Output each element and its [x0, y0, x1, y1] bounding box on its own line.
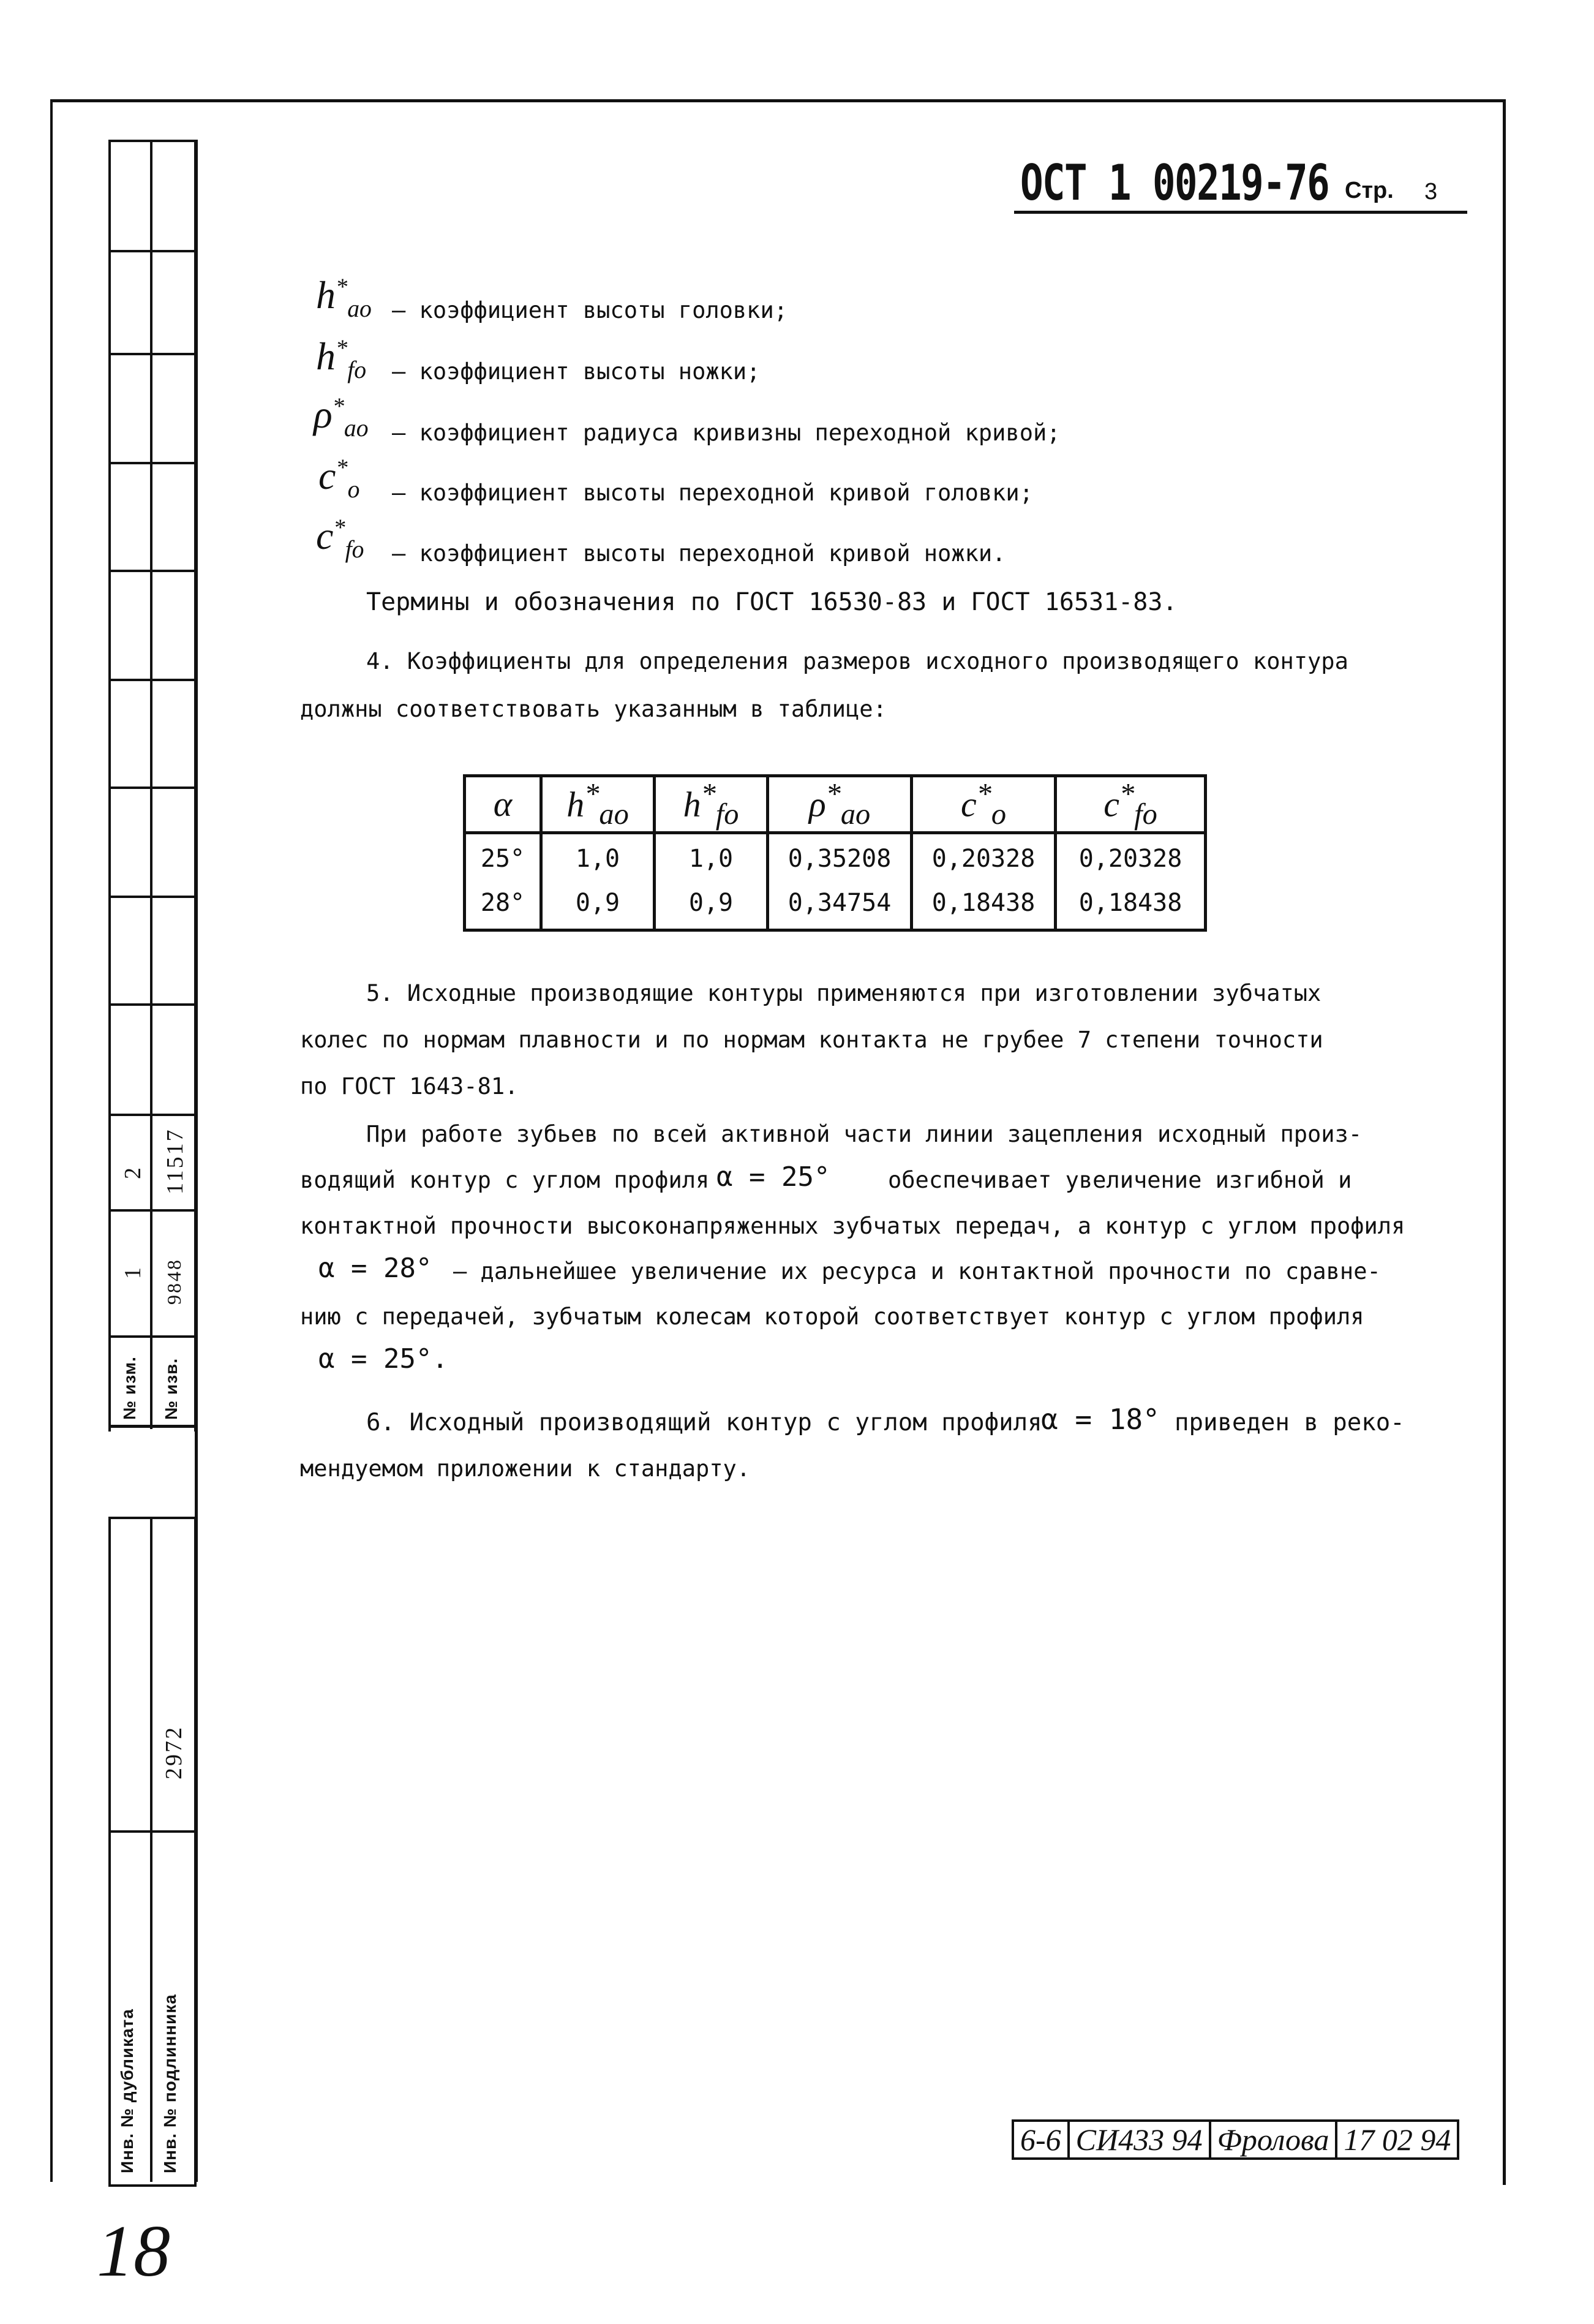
stamp-registration: СИ433 94	[1070, 2122, 1211, 2157]
side-strip-rule	[108, 896, 194, 898]
table-header-c-fo: $c^*_{fo}$	[1056, 776, 1206, 833]
table-cell: 1,0 0,9	[541, 832, 655, 930]
stamp-code: 6-6	[1014, 2122, 1070, 2157]
duplicate-inventory-label: Инв. № дубликата	[118, 2009, 137, 2173]
table-cell: 0,20328 0,18438	[912, 832, 1056, 930]
table-header-alpha: α	[465, 776, 541, 833]
side-strip-rule	[108, 1114, 194, 1116]
coefficients-table	[463, 774, 1207, 932]
para5b-line2b: обеспечивает увеличение изгибной и	[888, 1167, 1352, 1193]
alpha-28-inline: α = 28°	[318, 1253, 432, 1284]
definition-text: – коэффициент высоты головки;	[392, 297, 788, 323]
page-number: 3	[1424, 179, 1438, 205]
table-body	[465, 832, 1206, 930]
izv-value-2: 11517	[162, 1128, 188, 1194]
side-strip-bottom	[108, 1425, 194, 1428]
standard-code: ОСТ 1 00219-76	[1020, 154, 1329, 211]
para5b-line2a: водящий контур с углом профиля	[300, 1167, 710, 1193]
side-strip-upper	[108, 140, 197, 1432]
para5b-line1: При работе зубьев по всей активной части линии зацепления исходный произ-	[366, 1121, 1363, 1147]
side-strip-rule	[108, 1830, 194, 1833]
side-strip-rule	[108, 462, 194, 464]
symbol-h-fo: $h^*_{fo}$	[316, 334, 367, 383]
izm-value-2: 2	[120, 1166, 146, 1179]
izm-value-1: 1	[120, 1266, 146, 1279]
table-cell: 0,20328 0,18438	[1056, 832, 1206, 930]
izv-value-1: 9848	[163, 1258, 185, 1305]
main-frame	[195, 140, 1506, 2182]
table-header-rho-ao: $\rho^*_{ao}$	[768, 776, 912, 833]
symbol-rho-ao: $\rho^*_{ao}$	[314, 393, 369, 442]
para6-line2: мендуемом приложении к стандарту.	[300, 1455, 751, 1482]
side-strip-rule	[108, 787, 194, 789]
side-strip-rule	[108, 679, 194, 681]
stamp-date: 17 02 94	[1337, 2122, 1459, 2157]
table-cell: 25° 28°	[465, 832, 541, 930]
side-strip-rule	[108, 250, 194, 252]
para4-line2: должны соответствовать указанным в таблице:	[300, 696, 887, 722]
table-header-c-o: $c^*_o$	[912, 776, 1056, 833]
para6-line1b: приведен в реко-	[1175, 1409, 1405, 1436]
symbol-c-fo: $c^*_{fo}$	[316, 514, 364, 563]
definition-text: – коэффициент радиуса кривизны переходной кривой;	[392, 420, 1061, 446]
definition-text: – коэффициент высоты переходной кривой ножки.	[392, 540, 1006, 567]
definition-text: – коэффициент высоты ножки;	[392, 358, 761, 385]
para5-line3: по ГОСТ 1643-81.	[300, 1073, 519, 1100]
outer-frame-left	[50, 99, 53, 2182]
table-header-h-ao: $h^*_{ao}$	[541, 776, 655, 833]
symbol-c-o: $c^*_o$	[318, 454, 360, 503]
side-strip-divider	[150, 140, 152, 1429]
side-strip-rule	[108, 1209, 194, 1212]
stamp-name: Фролова	[1211, 2122, 1338, 2157]
para5-line1: 5. Исходные производящие контуры применяются при изготовлении зубчатых	[366, 980, 1321, 1006]
para5b-line4: – дальнейшее увеличение их ресурса и контактной прочности по сравне-	[453, 1258, 1381, 1285]
orig-inventory-number: 2972	[161, 1726, 187, 1779]
alpha-25-inline: α = 25°	[716, 1161, 830, 1193]
para5b-line3: контактной прочности высоконапряженных зубчатых передач, а контур с углом профиля	[300, 1213, 1405, 1239]
para6-line1a: 6. Исходный производящий контур с углом профиля	[366, 1409, 1042, 1436]
alpha-25-final: α = 25°.	[318, 1343, 448, 1375]
para4-line1: 4. Коэффициенты для определения размеров исходного производящего контура	[366, 648, 1348, 674]
izm-label: № изм.	[120, 1356, 139, 1420]
registration-stamp	[1012, 2119, 1459, 2160]
side-strip-rule	[108, 1335, 194, 1338]
side-strip-rule	[108, 353, 194, 355]
side-strip-rule	[108, 570, 194, 572]
para5-line2: колес по нормам плавности и по нормам контакта не грубее 7 степени точности	[300, 1027, 1323, 1053]
side-strip-divider	[150, 1517, 152, 2182]
table-cell: 1,0 0,9	[655, 832, 768, 930]
original-inventory-label: Инв. № подлинника	[160, 1994, 179, 2173]
header-rule	[1014, 211, 1467, 214]
table-header-h-fo: $h^*_{fo}$	[655, 776, 768, 833]
page-header	[1020, 154, 1438, 211]
page-label: Стр.	[1345, 178, 1394, 203]
symbol-h-ao: $h^*_{ao}$	[316, 273, 372, 322]
para5b-line5: нию с передачей, зубчатым колесам которой соответствует контур с углом профиля	[300, 1303, 1364, 1330]
side-strip-rule	[108, 1003, 194, 1006]
table-cell: 0,35208 0,34754	[768, 832, 912, 930]
folio-number: 18	[97, 2210, 170, 2292]
terms-line: Термины и обозначения по ГОСТ 16530-83 и ГОСТ 16531-83.	[366, 588, 1178, 616]
alpha-18-inline: α = 18°	[1041, 1403, 1160, 1436]
izv-label: № изв.	[162, 1357, 181, 1420]
definition-text: – коэффициент высоты переходной кривой головки;	[392, 480, 1033, 506]
